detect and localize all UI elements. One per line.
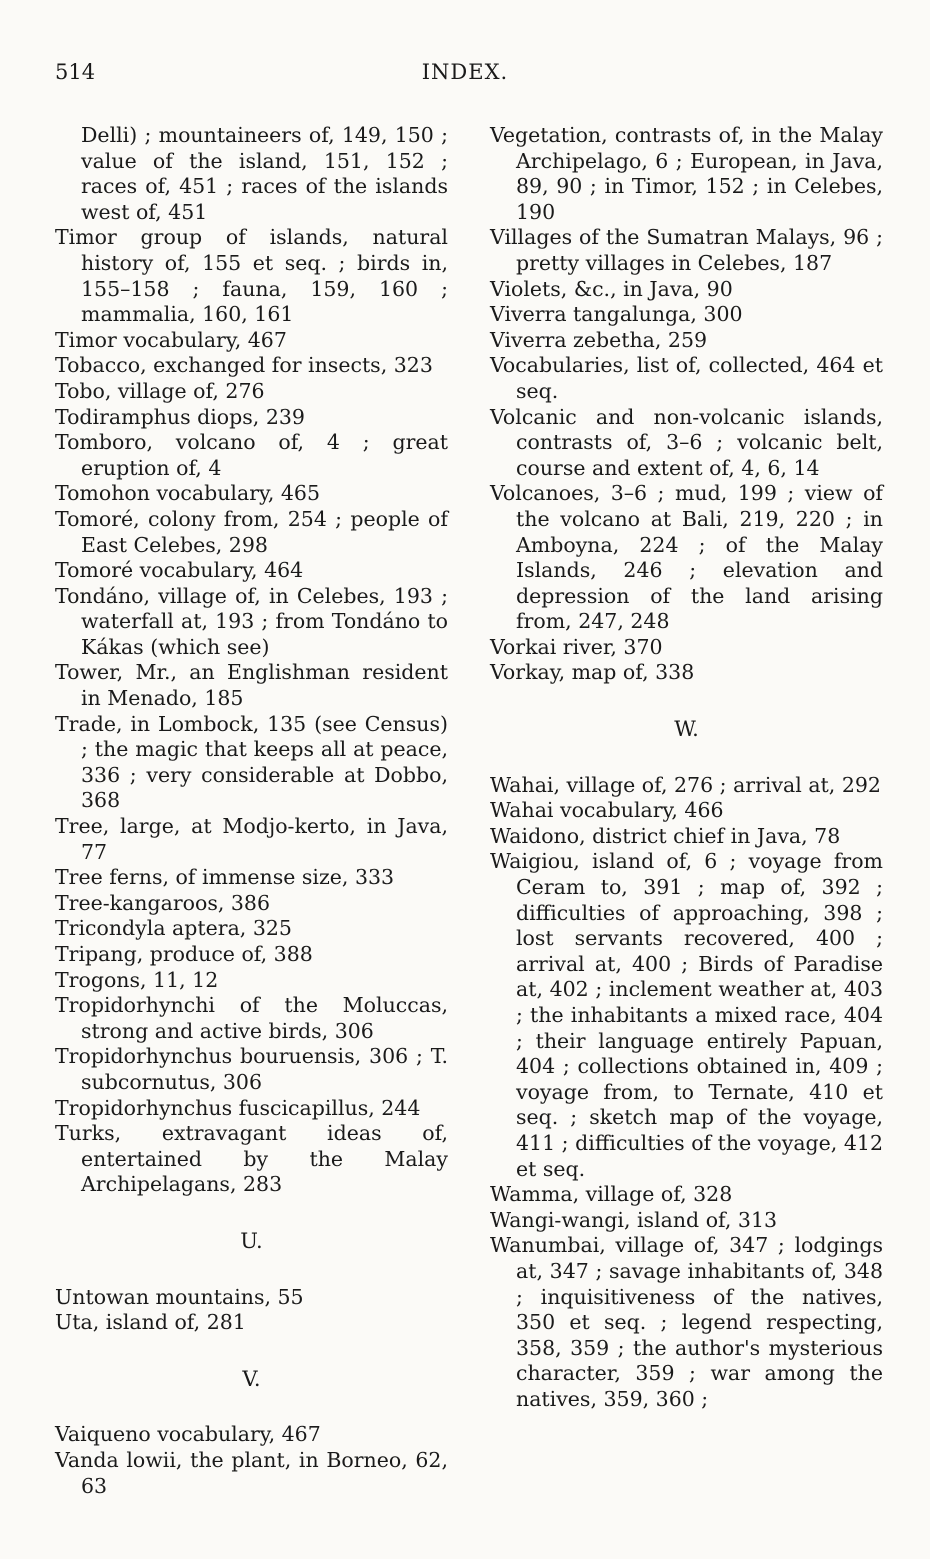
section-letter-heading: U. xyxy=(240,1228,263,1253)
index-entry: Tropidorhynchus bouruensis, 306 ; T. subcornutus, 306 xyxy=(55,1044,448,1094)
index-entry: Vegetation, contrasts of, in the Malay Archipelago, 6 ; European, in Java, 89, 90 ; in Timor, 152 ; in Celebes, 190 xyxy=(490,123,883,224)
index-entry: Tropidorhynchi of the Moluccas, strong and active birds, 306 xyxy=(55,993,448,1043)
index-entry: Tree-kangaroos, 386 xyxy=(55,890,271,915)
index-entry: Delli) ; mountaineers of, 149, 150 ; value of the island, 151, 152 ; races of, 451 ; races of the islands west of, 451 xyxy=(81,123,448,224)
index-entry: Trade, in Lombock, 135 (see Census) ; the magic that keeps all at peace, 336 ; very considerable at Dobbo, 368 xyxy=(55,711,448,813)
index-entry: Tomoré, colony from, 254 ; people of East Celebes, 298 xyxy=(55,506,448,557)
index-entry: Todiramphus diops, 239 xyxy=(55,404,305,429)
index-entry: Violets, &c., in Java, 90 xyxy=(490,276,733,301)
running-title: INDEX. xyxy=(421,60,509,84)
index-entry: Tree, large, at Modjo-kerto, in Java, 77 xyxy=(55,814,448,864)
index-entry: Tondáno, village of, in Celebes, 193 ; waterfall at, 193 ; from Tondáno to Kákas (which see) xyxy=(55,583,448,659)
index-column-left xyxy=(55,123,448,1499)
index-entry: Untowan mountains, 55 xyxy=(55,1284,304,1309)
section-letter-heading: W. xyxy=(674,717,699,742)
index-entry: Wanumbai, village of, 347 ; lodgings at, 347 ; savage inhabitants of, 348 ; inquisitiveness of the natives, 350 et seq. ; legend respecting, 358, 359 ; the author's mysterious character, 359 ; war among the natives, 359, 360 ; xyxy=(490,1233,883,1411)
index-entry: Wangi-wangi, island of, 313 xyxy=(490,1207,778,1232)
index-entry: Villages of the Sumatran Malays, 96 ; pretty villages in Celebes, 187 xyxy=(490,225,883,275)
index-entry: Volcanoes, 3–6 ; mud, 199 ; view of the volcano at Bali, 219, 220 ; in Amboyna, 224 ; of the Malay Islands, 246 ; elevation and depression of the land arising from, 247, 248 xyxy=(490,481,883,634)
index-entry: Tomboro, volcano of, 4 ; great eruption of, 4 xyxy=(55,430,448,480)
index-entry: Wahai vocabulary, 466 xyxy=(490,798,724,823)
index-entry: Timor vocabulary, 467 xyxy=(55,327,287,352)
index-entry: Vanda lowii, the plant, in Borneo, 62, 63 xyxy=(55,1447,448,1498)
index-entry: Tomohon vocabulary, 465 xyxy=(55,481,321,506)
index-entry: Tripang, produce of, 388 xyxy=(55,942,313,966)
index-entry: Tobacco, exchanged for insects, 323 xyxy=(55,353,433,378)
index-entry: Waidono, district chief in Java, 78 xyxy=(490,823,841,848)
index-entry: Waigiou, island of, 6 ; voyage from Ceram to, 391 ; map of, 392 ; difficulties of approaching, 398 ; lost servants recovered, 400 ; arrival at, 400 ; Birds of Paradise at, 402 ; inclement weather at, 403 ; the inhabitants a mixed race, 404 ; their language entirely Papuan, 404 ; collections obtained in, 409 ; voyage from, to Ternate, 410 et seq. ; sketch map of the voyage, 411 ; difficulties of the voyage, 412 et seq. xyxy=(490,849,883,1181)
index-entry: Tobo, village of, 276 xyxy=(55,378,265,403)
index-entry: Tomoré vocabulary, 464 xyxy=(55,558,304,583)
index-entry: Vocabularies, list of, collected, 464 et seq. xyxy=(490,353,883,403)
index-entry: Trogons, 11, 12 xyxy=(55,967,219,992)
index-entry: Tree ferns, of immense size, 333 xyxy=(55,865,395,890)
index-entry: Tower, Mr., an Englishman resident in Menado, 185 xyxy=(55,660,448,711)
index-entry: Viverra tangalunga, 300 xyxy=(490,302,743,327)
index-entry: Timor group of islands, natural history of, 155 et seq. ; birds in, 155–158 ; fauna, 159, 160 ; mammalia, 160, 161 xyxy=(55,225,448,327)
index-column-right xyxy=(490,123,883,1413)
index-entry: Tropidorhynchus fuscicapillus, 244 xyxy=(55,1095,421,1120)
index-entry: Wamma, village of, 328 xyxy=(490,1182,733,1207)
index-entry: Vaiqueno vocabulary, 467 xyxy=(55,1422,321,1447)
section-letter-heading: V. xyxy=(242,1366,261,1391)
index-entry: Turks, extravagant ideas of, entertained by the Malay Archipelagans, 283 xyxy=(55,1121,448,1197)
page-number: 514 xyxy=(55,60,96,84)
index-entry: Viverra zebetha, 259 xyxy=(490,327,708,352)
index-entry: Tricondyla aptera, 325 xyxy=(55,916,292,941)
index-entry: Vorkai river, 370 xyxy=(490,634,663,659)
index-entry: Volcanic and non-volcanic islands, contrasts of, 3–6 ; volcanic belt, course and extent of, 4, 6, 14 xyxy=(490,404,883,480)
index-entry: Vorkay, map of, 338 xyxy=(490,660,695,685)
index-entry: Uta, island of, 281 xyxy=(55,1310,246,1335)
index-entry: Wahai, village of, 276 ; arrival at, 292 xyxy=(490,772,881,797)
page-header xyxy=(0,60,930,92)
